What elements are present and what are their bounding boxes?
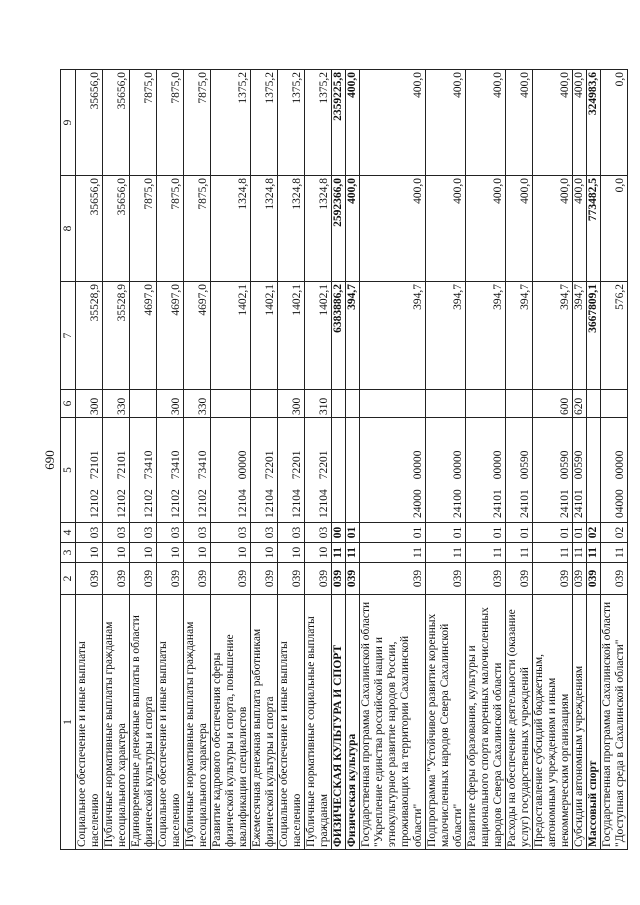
row-name: Публичные нормативные выплаты гражданам несоциального характера [184,595,211,850]
target-article-cell [573,418,587,523]
section-cell: 10 [305,543,332,563]
section-cell: 11 [426,543,466,563]
subsection-cell: 00 [332,523,346,543]
amount-cell: 400,0 [573,70,587,176]
code-cell: 039 [360,563,426,595]
section-cell: 10 [278,543,305,563]
amount-cell: 400,0 [360,70,426,176]
program-code: 12102 [89,489,101,518]
table-row [573,70,587,850]
subsection-cell: 03 [184,523,211,543]
expense-type-cell: 620 [573,390,587,418]
row-name: Подпрограмма "Устойчивое развитие коренных малочисленных народов Севера Сахалинской области" [426,595,466,850]
expense-type-cell: 300 [76,390,103,418]
target-article-cell [184,418,211,523]
direction-code [346,508,358,518]
code-cell: 039 [601,563,628,595]
direction-code: 00000 [237,450,249,480]
expense-type-cell [506,390,533,418]
amount-cell: 7875,0 [130,176,157,282]
table-row [506,70,533,850]
code-cell: 039 [278,563,305,595]
expense-type-cell: 310 [305,390,332,418]
row-name: Единовременные денежные выплаты в области физической культуры и спорта [130,595,157,850]
table-row [157,70,184,850]
amount-cell: 35656,0 [76,176,103,282]
subsection-cell: 03 [103,523,130,543]
row-name: Развитие сферы образования, культуры и национального спорта коренных малочисленных народов Севера Сахалинской области [466,595,506,850]
direction-code [587,508,599,518]
direction-code: 00000 [412,450,424,480]
amount-cell: 400,0 [573,176,587,282]
column-header: 4 [61,523,76,543]
direction-code: 72201 [291,450,303,480]
amount-cell: 400,0 [426,70,466,176]
table-row [184,70,211,850]
row-name: Государственная программа Сахалинской области "Доступная среда в Сахалинской области" [601,595,628,850]
amount-cell: 7875,0 [157,70,184,176]
amount-cell: 1402,1 [305,282,332,390]
section-cell: 11 [466,543,506,563]
row-name: Социальное обеспечение и иные выплаты населению [157,595,184,850]
direction-code: 00000 [492,450,504,480]
section-cell: 10 [103,543,130,563]
target-article-cell [157,418,184,523]
section-cell: 10 [211,543,251,563]
amount-cell: 3667809,1 [587,282,601,390]
expense-type-cell [360,390,426,418]
program-code: 04000 [614,489,626,518]
subsection-cell: 02 [601,523,628,543]
code-cell: 039 [76,563,103,595]
row-name: Социальное обеспечение и иные выплаты населению [278,595,305,850]
subsection-cell: 01 [426,523,466,543]
amount-cell: 1324,8 [305,176,332,282]
row-name: Субсидии автономным учреждениям [573,595,587,850]
row-name: Государственная программа Сахалинской области "Укрепление единства российской нации и этнокультурное развитие народов России, проживающих на территории Сахалинской области" [360,595,426,850]
code-cell: 039 [130,563,157,595]
table-row [601,70,628,850]
code-cell: 039 [251,563,278,595]
program-code: 24101 [519,489,531,518]
amount-cell: 35656,0 [76,70,103,176]
program-code: 24101 [573,489,585,518]
amount-cell: 394,7 [466,282,506,390]
program-code: 24100 [452,489,464,518]
expense-type-cell [211,390,251,418]
table-row [346,70,360,850]
direction-code: 73410 [197,450,209,480]
amount-cell: 2592366,0 [332,176,346,282]
code-cell: 039 [466,563,506,595]
table-row [211,70,251,850]
row-name: Публичные нормативные социальные выплаты гражданам [305,595,332,850]
amount-cell: 400,0 [506,70,533,176]
table-row [278,70,305,850]
expense-type-cell [346,390,360,418]
table-row [332,70,346,850]
row-name: Социальное обеспечение и иные выплаты населению [76,595,103,850]
program-code [332,518,344,520]
target-article-cell [332,418,346,523]
expense-type-cell [426,390,466,418]
column-header: 1 [61,595,76,850]
target-article-cell [305,418,332,523]
amount-cell: 7875,0 [157,176,184,282]
subsection-cell: 03 [211,523,251,543]
amount-cell: 773482,5 [587,176,601,282]
subsection-cell: 03 [130,523,157,543]
rotated-content [40,70,626,850]
amount-cell: 7875,0 [130,70,157,176]
direction-code: 00000 [614,450,626,480]
amount-cell: 35528,9 [76,282,103,390]
amount-cell: 1324,8 [211,176,251,282]
subsection-cell: 01 [360,523,426,543]
row-name: Публичные нормативные выплаты гражданам несоциального характера [103,595,130,850]
direction-code: 00590 [573,450,585,480]
amount-cell: 400,0 [533,176,573,282]
expense-type-cell [587,390,601,418]
section-cell: 11 [533,543,573,563]
subsection-cell: 03 [305,523,332,543]
code-cell: 039 [533,563,573,595]
section-cell: 11 [346,543,360,563]
target-article-cell [360,418,426,523]
subsection-cell: 01 [573,523,587,543]
amount-cell: 2359225,8 [332,70,346,176]
target-article-cell [466,418,506,523]
row-name: ФИЗИЧЕСКАЯ КУЛЬТУРА И СПОРТ [332,595,346,850]
section-cell: 10 [184,543,211,563]
program-code [346,518,358,520]
subsection-cell: 03 [278,523,305,543]
column-header: 8 [61,176,76,282]
code-cell: 039 [157,563,184,595]
expense-type-cell [601,390,628,418]
subsection-cell: 01 [466,523,506,543]
section-cell: 11 [360,543,426,563]
amount-cell: 400,0 [346,70,360,176]
target-article-cell [278,418,305,523]
table-row [533,70,573,850]
direction-code: 72201 [318,450,330,480]
section-cell: 10 [157,543,184,563]
subsection-cell: 01 [346,523,360,543]
row-name: Расходы на обеспечение деятельности (оказание услуг) государственных учреждений [506,595,533,850]
expense-type-cell [466,390,506,418]
target-article-cell [76,418,103,523]
target-article-cell [426,418,466,523]
code-cell: 039 [184,563,211,595]
direction-code: 00000 [452,450,464,480]
amount-cell: 400,0 [360,176,426,282]
amount-cell: 394,7 [533,282,573,390]
amount-cell: 35656,0 [103,176,130,282]
target-article-cell [346,418,360,523]
direction-code: 72101 [116,450,128,480]
column-header: 7 [61,282,76,390]
amount-cell: 394,7 [506,282,533,390]
section-cell: 11 [332,543,346,563]
amount-cell: 35528,9 [103,282,130,390]
amount-cell: 4697,0 [157,282,184,390]
expense-type-cell: 330 [103,390,130,418]
code-cell: 039 [573,563,587,595]
subsection-cell: 03 [157,523,184,543]
amount-cell: 1324,8 [278,176,305,282]
amount-cell: 400,0 [466,176,506,282]
table-row [305,70,332,850]
section-cell: 11 [601,543,628,563]
section-cell: 11 [506,543,533,563]
table-row [587,70,601,850]
program-code: 12102 [197,489,209,518]
row-name: Развитие кадрового обеспечения сферы физической культуры и спорта, повышение квалификации специалистов [211,595,251,850]
amount-cell: 7875,0 [184,176,211,282]
subsection-cell: 02 [587,523,601,543]
amount-cell: 324983,6 [587,70,601,176]
subsection-cell: 03 [251,523,278,543]
code-cell: 039 [211,563,251,595]
table-row [426,70,466,850]
direction-code: 73410 [143,450,155,480]
program-code: 12104 [318,489,330,518]
amount-cell: 1402,1 [211,282,251,390]
amount-cell: 400,0 [346,176,360,282]
amount-cell: 1375,2 [278,70,305,176]
code-cell: 039 [587,563,601,595]
program-code: 12104 [237,489,249,518]
expense-type-cell: 600 [533,390,573,418]
amount-cell: 394,7 [346,282,360,390]
direction-code: 72101 [89,450,101,480]
row-name: Физическая культура [346,595,360,850]
target-article-cell [251,418,278,523]
program-code: 12102 [116,489,128,518]
column-header: 5 [61,418,76,523]
row-name: Массовый спорт [587,595,601,850]
program-code: 24101 [559,489,571,518]
direction-code: 72201 [264,450,276,480]
amount-cell: 6383886,2 [332,282,346,390]
table-row [360,70,426,850]
amount-cell: 394,7 [360,282,426,390]
expense-type-cell [130,390,157,418]
code-cell: 039 [332,563,346,595]
table-row [466,70,506,850]
page-number: 690 [42,450,57,470]
amount-cell: 1402,1 [251,282,278,390]
program-code: 12102 [143,489,155,518]
column-header: 9 [61,70,76,176]
code-cell: 039 [506,563,533,595]
expense-type-cell: 300 [278,390,305,418]
target-article-cell [601,418,628,523]
direction-code [332,508,344,518]
subsection-cell: 01 [533,523,573,543]
section-cell: 10 [251,543,278,563]
table-row [130,70,157,850]
section-cell: 10 [130,543,157,563]
amount-cell: 1375,2 [305,70,332,176]
expense-type-cell: 300 [157,390,184,418]
amount-cell: 1375,2 [251,70,278,176]
code-cell: 039 [426,563,466,595]
amount-cell: 35656,0 [103,70,130,176]
target-article-cell [211,418,251,523]
code-cell: 039 [346,563,360,595]
amount-cell: 7875,0 [184,70,211,176]
target-article-cell [506,418,533,523]
expense-type-cell: 330 [184,390,211,418]
budget-table [60,69,628,850]
code-cell: 039 [103,563,130,595]
table-body [76,70,628,850]
amount-cell: 1375,2 [211,70,251,176]
section-cell: 11 [587,543,601,563]
amount-cell: 400,0 [466,70,506,176]
table-row [76,70,103,850]
direction-code: 73410 [170,450,182,480]
amount-cell: 400,0 [506,176,533,282]
code-cell: 039 [305,563,332,595]
program-code: 24101 [492,489,504,518]
direction-code: 00590 [559,450,571,480]
amount-cell: 394,7 [573,282,587,390]
section-cell: 10 [76,543,103,563]
amount-cell: 4697,0 [184,282,211,390]
column-header: 2 [61,563,76,595]
target-article-cell [130,418,157,523]
amount-cell: 576,2 [601,282,628,390]
subsection-cell: 01 [506,523,533,543]
program-code [587,518,599,520]
target-article-cell [587,418,601,523]
expense-type-cell [251,390,278,418]
amount-cell: 400,0 [533,70,573,176]
header-row [61,70,76,850]
subsection-cell: 03 [76,523,103,543]
amount-cell: 1324,8 [251,176,278,282]
program-code: 12104 [264,489,276,518]
row-name: Предоставление субсидий бюджетным, автономным учреждениям и иным некоммерческим организациям [533,595,573,850]
direction-code: 00590 [519,450,531,480]
program-code: 12104 [291,489,303,518]
row-name: Ежемесячная денежная выплата работникам физической культуры и спорта [251,595,278,850]
amount-cell: 1402,1 [278,282,305,390]
section-cell: 11 [573,543,587,563]
column-header: 3 [61,543,76,563]
amount-cell: 394,7 [426,282,466,390]
amount-cell: 400,0 [426,176,466,282]
amount-cell: 0,0 [601,176,628,282]
program-code: 24000 [412,489,424,518]
table-row [103,70,130,850]
amount-cell: 4697,0 [130,282,157,390]
column-header: 6 [61,390,76,418]
target-article-cell [533,418,573,523]
target-article-cell [103,418,130,523]
table-row [251,70,278,850]
amount-cell: 0,0 [601,70,628,176]
expense-type-cell [332,390,346,418]
program-code: 12102 [170,489,182,518]
